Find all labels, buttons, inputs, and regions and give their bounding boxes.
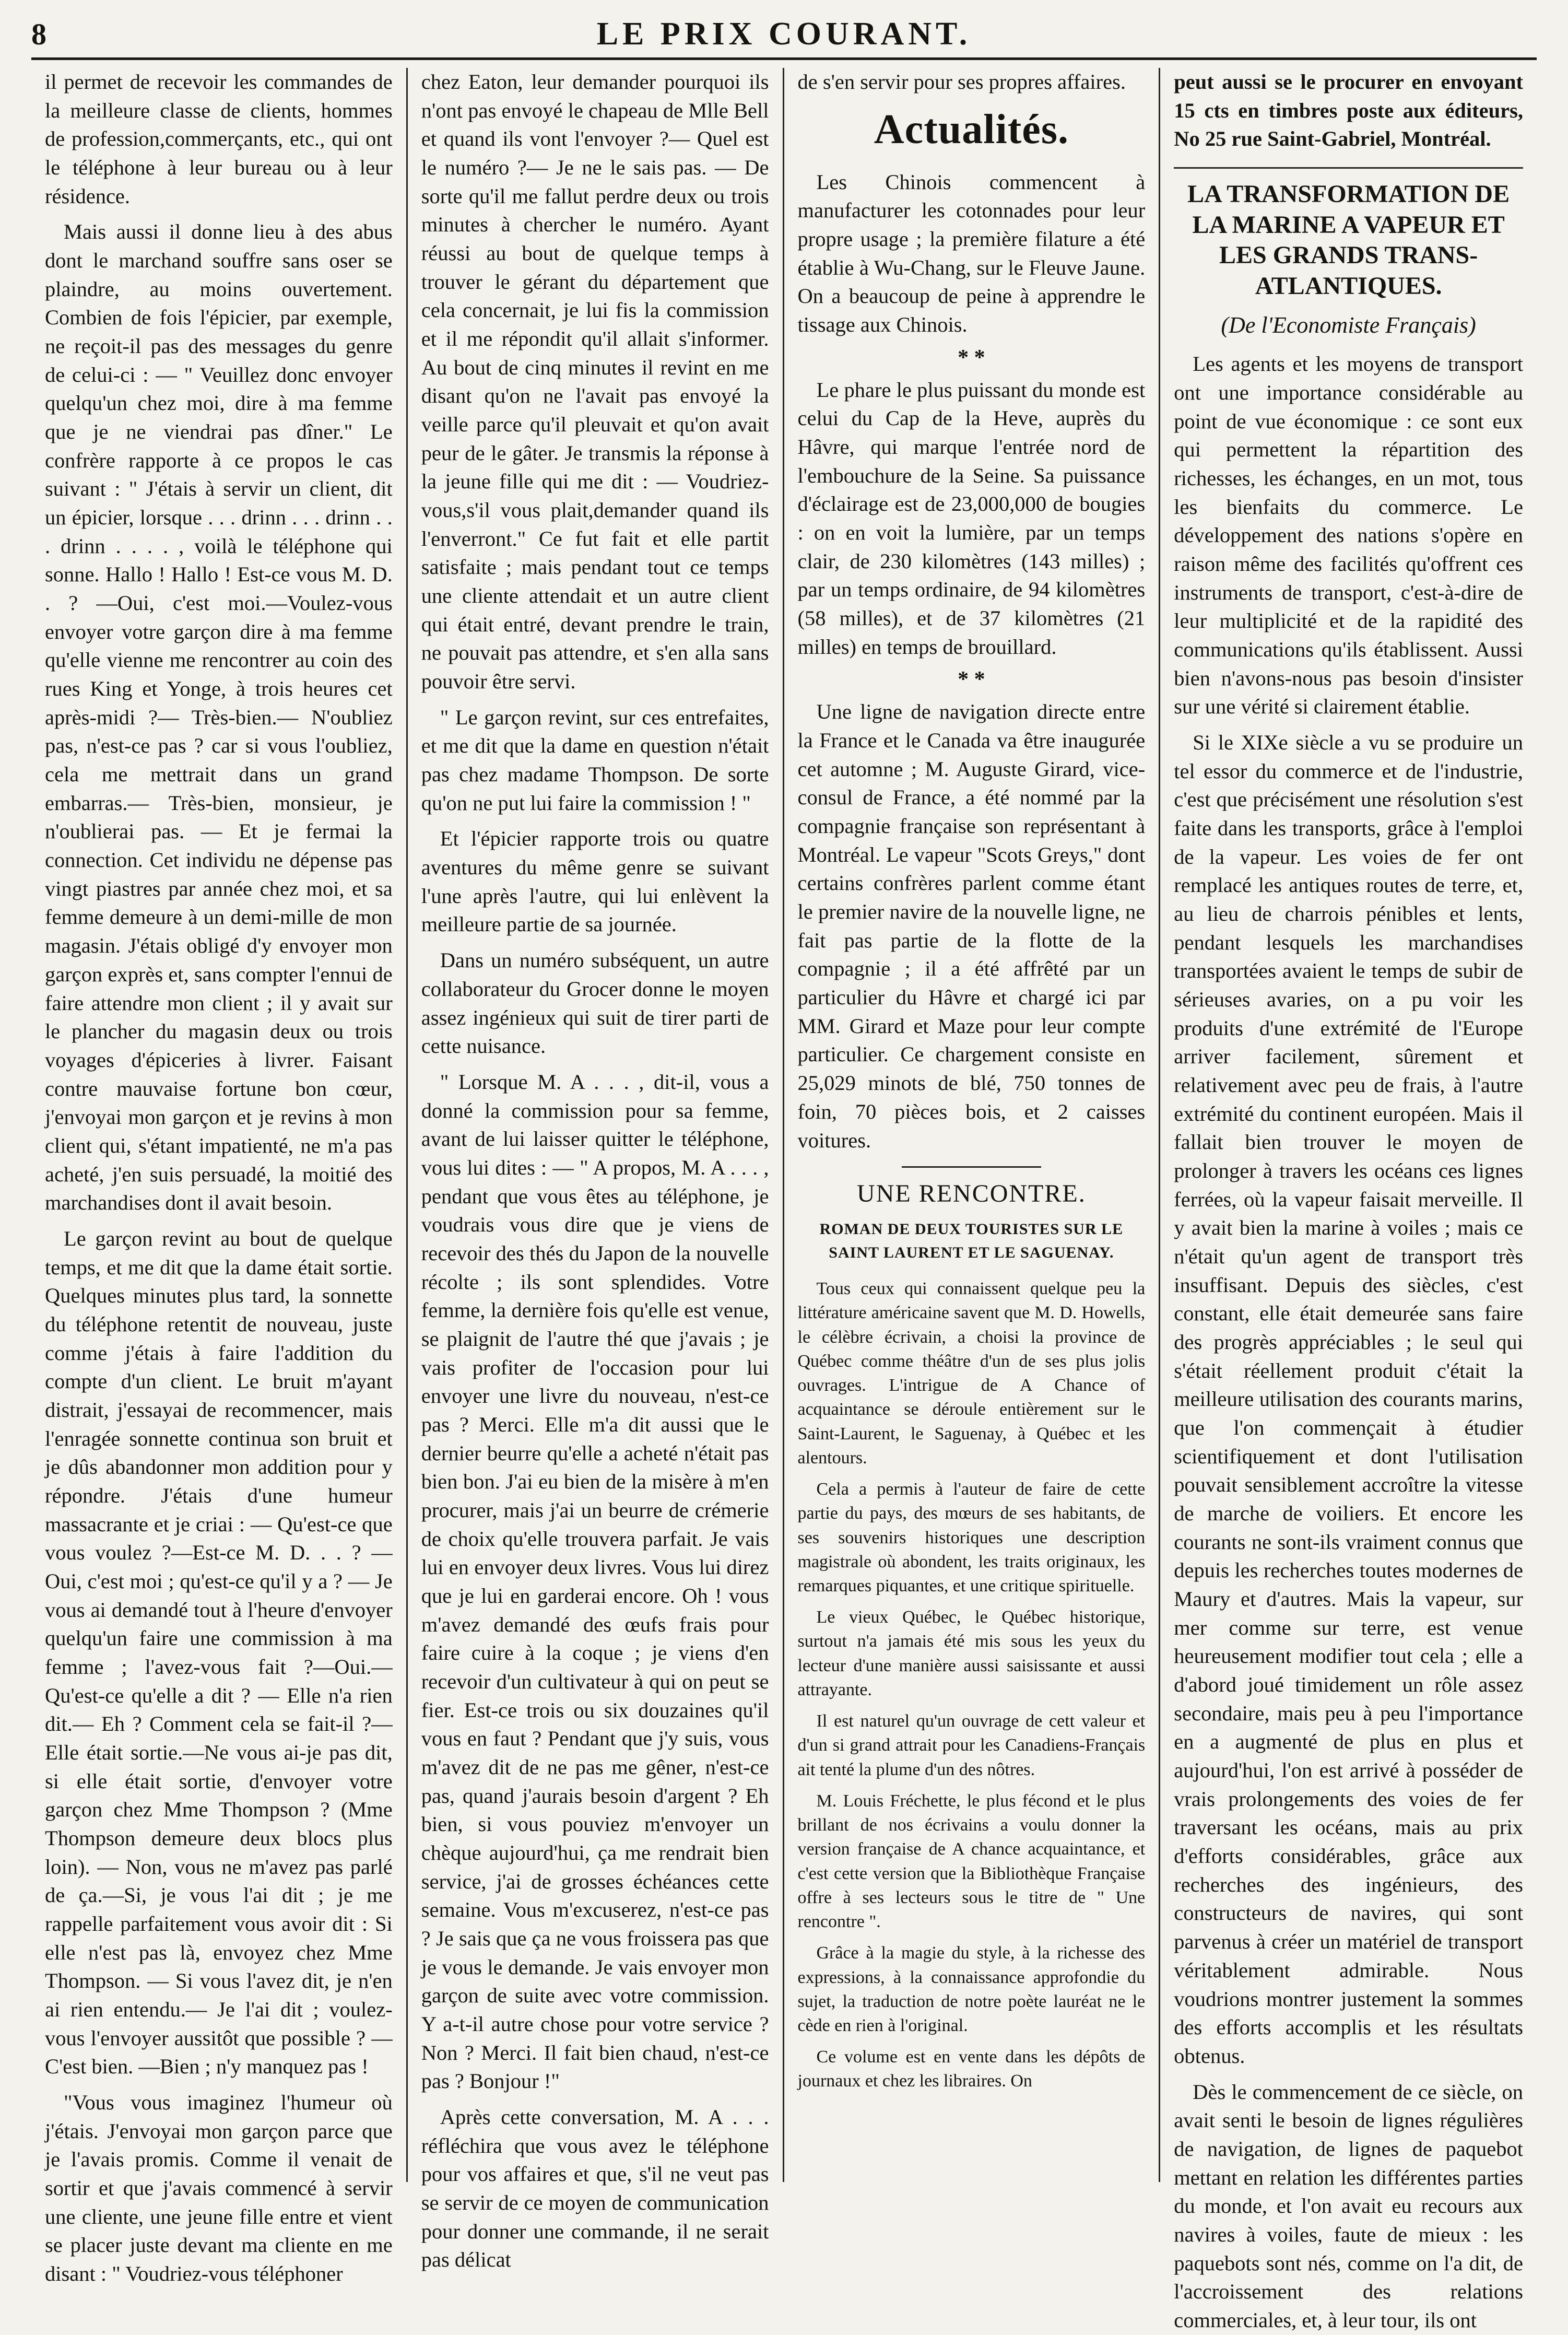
paragraph: "Vous vous imaginez l'humeur où j'étais. J'envoyai mon garçon parce que je l'avais promis. Comme il venait de sortir et que j'avais commencé à servir une cliente, une jeune fille entre et vient se placer juste devant ma cliente en me disant : " Voudriez-vous téléphoner (45, 2091, 393, 2286)
paragraph: Cela a permis à l'auteur de faire de cette partie du pays, des mœurs de ses habitants, de ses souvenirs historiques une description magistrale où abondent, les traits originaux, les remarques piquantes, et une critique spirituelle. (797, 1480, 1146, 1595)
paragraph: Si le XIXe siècle a vu se produire un tel essor du commerce et de l'industrie, c'est que précisément une résolution s'est faite dans les transports, grâce à l'emploi de la vapeur. Les voies de fer ont remplacé les antiques routes de terre, et, au lieu de charrois pénibles et lents, pendant lesquels les marchandises transportées avaient le temps de subir de sérieuses avaries, on a pu voir les produits d'une extrémité de l'Europe arriver facilement, sûrement et relativement avec peu de frais, à l'autre extrémité du continent européen. Mais il fallait bien trouver le moyen de prolonger à travers les océans ces lignes ferrées, où la vapeur faisait merveille. Il y avait bien la marine à voiles ; mais ce n'était qu'un agent de transport très insuffisant. Depuis des siècles, c'est constant, elle était demeurée sans faire des progrès appréciables ; le seul qui s'était réellement produit c'était la meilleure utilisation des courants marins, que l'on commençait à étudier scientifiquement et dont l'utilisation pouvait sensiblement accroître la vitesse de marche de voiliers. Et encore les courants ne sont-ils vraiment connus que depuis les recherches toutes modernes de Maury et d'autres. Mais la vapeur, sur mer comme sur terre, est venue heureusement modifier tout cela ; elle a d'abord joué timidement un rôle assez secondaire, mais peu à peu l'importance en a augmenté de plus en plus et aujourd'hui, l'on est arrivé à posséder de vrais prolongements des voies de fer traversant les océans, mais au prix d'efforts considérables, grâce aux recherches des ingénieurs, des constructeurs de navires, qui sont parvenus à créer un matériel de transport véritablement admirable. Nous voudrions montrer justement la sommes des efforts accomplis et les résultats obtenus. (1174, 730, 1523, 2068)
column-4 (1160, 68, 1537, 2332)
paragraph: Tous ceux qui connaissent quelque peu la littérature américaine savent que M. D. Howells, le célèbre écrivain, a choisi la province de Québec comme théâtre d'un de ses plus jolis ouvrages. L'intrigue de A Chance of acquaintance se déroule entièrement sur le Saint-Laurent, le Saguenay, à Québec et les alentours. (797, 1279, 1146, 1468)
masthead: LE PRIX COURANT. (596, 16, 972, 52)
paragraph: " Le garçon revint, sur ces entrefaites, et me dit que la dame en question n'était pas chez madame Thompson. De sorte qu'on ne put lui faire la commission ! " (421, 705, 769, 815)
columns (31, 68, 1537, 2332)
paragraph: de s'en servir pour ses propres affaires. (797, 70, 1126, 93)
paragraph: Le vieux Québec, le Québec historique, surtout n'a jamais été mis sous les yeux du lecteur d'une manière aussi saisissante et aussi attrayante. (797, 1607, 1146, 1699)
asterism: * * (958, 345, 985, 370)
rencontre-heading: UNE RENCONTRE. (857, 1180, 1086, 1208)
news-item: Une ligne de navigation directe entre la France et le Canada va être inaugurée cet automne ; M. Auguste Girard, vice-consul de France, a été nommé par la compagnie française son représentant à Montréal. Le vapeur "Scots Greys," dont certains confrères parlent comme étant le premier navire de la nouvelle ligne, ne fait pas partie de la flotte de la compagnie ; il a été affrêté par un particulier du Hâvre et chargé ici par MM. Girard et Maze pour leur compte particulier. Ce chargement consiste en 25,029 minots de blé, 750 tonnes de foin, 70 pièces bois, et 2 caisses voitures. (797, 700, 1146, 1152)
paragraph: Le garçon revint au bout de quelque temps, et me dit que la dame était sortie. Quelques minutes plus tard, la sonnette du téléphone retentit de nouveau, juste comme j'étais à faire l'addition du compte d'un client. Le bruit m'ayant distrait, j'essayai de recommencer, mais l'enragée sonnette continua son bruit et je dûs abandonner mon addition pour y répondre. J'étais d'une humeur massacrante et je criai : — Qu'est-ce que vous voulez ?—Est-ce M. D. . . ? — Oui, c'est moi ; qu'est-ce qu'il y a ? — Je vous ai demandé tout à l'heure d'envoyer quelqu'un faire une commission à ma femme ; l'avez-vous fait ?—Oui.— Qu'est-ce qu'elle a dit ? — Elle n'a rien dit.— Eh ? Comment cela se fait-il ?—Elle était sortie.—Ne vous ai-je pas dit, si elle était sortie, d'envoyer votre garçon chez Mme Thompson ? (Mme Thompson demeure deux blocs plus loin). — Non, vous ne m'avez pas parlé de ça.—Si, je vous l'ai dit ; je me rappelle parfaitement vous avoir dit : Si elle n'est pas là, envoyez chez Mme Thompson. — Si vous l'avez dit, je n'en ai rien entendu.— Je l'ai dit ; voulez-vous l'envoyer aussitôt que possible ? — C'est bien. —Bien ; n'y manquez pas ! (45, 1226, 393, 2079)
column-3 (784, 68, 1161, 2182)
column-1 (31, 68, 408, 2286)
actualites-heading: Actualités. (874, 106, 1069, 152)
rencontre-body (798, 1277, 1146, 2094)
paragraph: il permet de recevoir les commandes de la meilleure classe de clients, hommes de profession,commerçants, etc., qui ont le téléphone à leur bureau ou à leur résidence. (45, 70, 393, 208)
section-divider (1174, 167, 1523, 169)
paragraph: chez Eaton, leur demander pourquoi ils n'ont pas envoyé le chapeau de Mlle Bell et quand ils vont l'envoyer ?— Quel est le numéro ?— Je ne le sais pas. — De sorte qu'il me fallut perdre deux ou trois minutes à chercher le numéro. Ayant réussi au bout de quelque temps à trouver le gérant du département que cela concernait, je lui fis la commission et il me répondit qu'il allait s'informer. Au bout de cinq minutes il revint en me disant qu'on ne l'avait pas envoyé la veille parce qu'il pleuvait et qu'on avait peur de le gâter. Je transmis la réponse à la jeune fille qui me dit : — Voudriez-vous,s'il vous plait,demander quand ils l'enverront." Ce fut fait et elle partit satisfaite ; mais pendant tout ce temps une cliente attendait et un autre client qui était entré, devant prendre le train, ne pouvait pas attendre, et s'en alla sans pouvoir être servi. (421, 70, 769, 694)
paragraph: Il est naturel qu'un ouvrage de cett valeur et d'un si grand attrait pour les Canadiens-Français ait tenté la plume d'un des nôtres. (797, 1711, 1146, 1779)
paragraph: Après cette conversation, M. A . . . réfléchira que vous avez le téléphone pour vos affaires et que, s'il ne veut pas se servir de ce moyen de communication pour donner une commande, il ne serait pas délicat (421, 2105, 769, 2272)
rencontre-subheading: ROMAN DE DEUX TOURISTES SUR LE SAINT LAURENT ET LE SAGUENAY. (819, 1221, 1124, 1262)
paragraph: " Lorsque M. A . . . , dit-il, vous a donné la commission pour sa femme, avant de lui laisser quitter le téléphone, vous lui dites : — " A propos, M. A . . . , pendant que vous êtes au téléphone, je voudrais vous dire que je viens de recevoir des thés du Japon de la nouvelle récolte ; ils sont splendides. Votre femme, la dernière fois qu'elle est venue, se plaignit de l'autre thé que j'avais ; je vais profiter de l'occasion pour lui envoyer une livre du nouveau, n'est-ce pas ? Merci. Elle m'a dit aussi que le dernier beurre qu'elle a acheté n'était pas bien bon. J'ai eu bien de la misère à m'en procurer, mais j'ai un beurre de crémerie de choix qu'elle trouvera parfait. Je vais lui en envoyer deux livres. Vous lui direz que je lui en garderai encore. Oh ! vous m'avez demandé des œufs frais pour faire cuire à la coque ; je viens d'en recevoir d'un cultivateur à qui on peut se fier. Est-ce trois ou six douzaines qu'il vous en faut ? Pendant que j'y suis, vous m'avez dit de ne pas me gêner, n'est-ce pas, quand j'aurais besoin d'argent ? Eh bien, si vous pouviez m'envoyer un chèque aujourd'hui, ça me rendrait bien service, j'ai de grosses échéances cette semaine. Vous m'excuserez, n'est-ce pas ? Je sais que ça ne vous froissera pas que je vous le demande. Je vais envoyer mon garçon de suite avec votre commission. Y a-t-il autre chose pour votre service ? Non ? Merci. Il fait bien chaud, n'est-ce pas ? Bonjour !" (421, 1070, 769, 2093)
news-item: Le phare le plus puissant du monde est celui du Cap de la Heve, auprès du Hâvre, qui marque l'entrée nord de l'embouchure de la Seine. Sa puissance d'éclairage est de 23,000,000 de bougies : on en voit la lumière, par un temps clair, de 230 kilomètres (143 milles) ; par un temps ordinaire, de 94 kilomètres (58 milles), et de 37 kilomètres (21 milles) en temps de brouillard. (797, 378, 1146, 659)
page-header (31, 10, 1537, 60)
paragraph: Et l'épicier rapporte trois ou quatre aventures du même genre se suivant l'une après l'autre, qui lui enlèvent la meilleure partie de sa journée. (421, 827, 769, 936)
asterism: * * (958, 667, 985, 692)
paragraph: Grâce à la magie du style, à la richesse des expressions, à la connaissance approfondie du sujet, la traduction de notre poète lauréat ne le cède en rien à l'original. (797, 1943, 1146, 2035)
paragraph: Dans un numéro subséquent, un autre collaborateur du Grocer donne le moyen assez ingénieux qui suit de tirer parti de cette nuisance. (421, 948, 769, 1058)
paragraph: peut aussi se le procurer en envoyant 15 cts en timbres poste aux éditeurs, No 25 rue Saint-Gabriel, Montréal. (1174, 70, 1523, 151)
section-divider (902, 1166, 1041, 1168)
paragraph: Dès le commencement de ce siècle, on avait senti le besoin de lignes régulières de navigation, de lignes de paquebot mettant en relation les différentes parties du monde, et l'on avait eu recours aux navires à voiles, faute de mieux : les paquebots sont nés, comme on l'a dit, de l'accroissement des relations commerciales, et, à leur tour, ils ont (1174, 2080, 1523, 2332)
article-title: LA TRANSFORMATION DE LA MARINE A VAPEUR ET LES GRANDS TRANS-ATLANTIQUES. (1187, 180, 1510, 300)
news-item: Les Chinois commencent à manufacturer les cotonnades pour leur propre usage ; la première filature a été établie à Wu-Chang, sur le Fleuve Jaune. On a beaucoup de peine à apprendre le tissage aux Chinois. (797, 170, 1146, 337)
paragraph: Mais aussi il donne lieu à des abus dont le marchand souffre sans oser se plaindre, au moins ouvertement. Combien de fois l'épicier, par exemple, ne reçoit-il pas des messages du genre de celui-ci : — " Veuillez donc envoyer quelqu'un chez moi, dire à ma femme que je ne viendrai pas dîner." Le confrère rapporte à ce propos le cas suivant : " J'étais à servir un client, dit un épicier, lorsque . . . drinn . . . drinn . . . drinn . . . . , voilà le téléphone qui sonne. Hallo ! Hallo ! Est-ce vous M. D. . ? —Oui, c'est moi.—Voulez-vous envoyer votre garçon dire à ma femme qu'elle vienne me rencontrer au coin des rues King et Yonge, à trois heures cet après-midi ?— Très-bien.— N'oubliez pas, n'est-ce pas ? car si vous l'oubliez, cela me mettrait dans un grand embarras.— Très-bien, monsieur, je n'oublierai pas. — Et je fermai la connection. Cet individu ne dépense pas vingt piastres par année chez moi, et sa femme demeure à un demi-mille de mon magasin. J'étais obligé d'y envoyer mon garçon exprès et, sans compter l'ennui de faire attendre mon client ; il y avait sur le plancher du magasin deux ou trois voyages d'épiceries à livrer. Faisant contre mauvaise fortune bon cœur, j'envoyai mon garçon et je revins à mon client qui, s'étant impatienté, ne m'a pas acheté, j'en suis persuadé, la moitié des marchandises dont il avait besoin. (45, 220, 393, 1215)
paragraph: Ce volume est en vente dans les dépôts de journaux et chez les libraires. On (797, 2047, 1146, 2091)
paragraph: M. Louis Fréchette, le plus fécond et le plus brillant de nos écrivains a voulu donner la version française de A chance acquaintance, et c'est cette version que la Bibliothèque Française offre à ses lecteurs sous le titre de " Une rencontre ". (797, 1791, 1146, 1932)
article-source: (De l'Economiste Français) (1221, 312, 1476, 338)
paragraph: Les agents et les moyens de transport ont une importance considérable au point de vue économique : ce sont eux qui permettent la répartition des richesses, les échanges, en un mot, tous les bienfaits du commerce. Le développement des nations s'opère en raison même des facilités qu'offrent ces instruments de transport, c'est-à-dire de leur multiplicité et de la rapidité des communications qu'ils établissent. Aussi bien n'avons-nous pas besoin d'insister sur une vérité si clairement établie. (1174, 352, 1523, 719)
column-2 (408, 68, 784, 2272)
page-number: 8 (31, 17, 46, 51)
